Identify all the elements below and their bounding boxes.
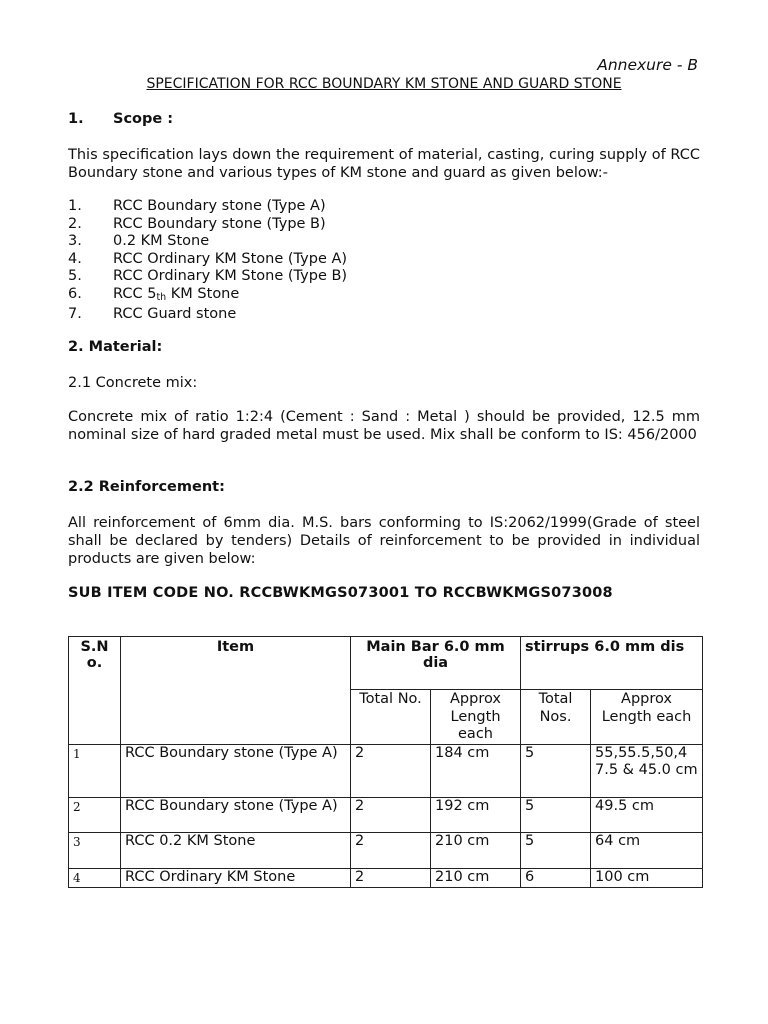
sub-item-code: SUB ITEM CODE NO. RCCBWKMGS073001 TO RCCBWKMGS073008 xyxy=(68,585,613,601)
cell-main-length: 184 cm xyxy=(431,744,521,797)
list-item xyxy=(68,306,700,324)
cell-item: RCC Boundary stone (Type A) xyxy=(121,744,351,797)
list-item xyxy=(68,216,700,234)
document-title: SPECIFICATION FOR RCC BOUNDARY KM STONE AND GUARD STONE xyxy=(146,76,622,92)
cell-main-total: 2 xyxy=(351,868,431,887)
list-text-post: KM Stone xyxy=(166,285,240,302)
cell-item: RCC 0.2 KM Stone xyxy=(121,832,351,868)
cell-stirrup-length: 49.5 cm xyxy=(591,797,703,832)
header-item: Item xyxy=(121,637,351,745)
table-row xyxy=(69,744,703,797)
cell-sno: 1 xyxy=(69,744,121,797)
annexure-label: Annexure - B xyxy=(597,56,698,74)
cell-stirrup-length: 100 cm xyxy=(591,868,703,887)
list-number: 7. xyxy=(68,306,82,322)
cell-stirrup-length: 64 cm xyxy=(591,832,703,868)
list-text: RCC Guard stone xyxy=(113,306,237,322)
table-row xyxy=(69,868,703,887)
cell-sno: 3 xyxy=(69,832,121,868)
list-number: 1. xyxy=(68,198,82,214)
list-number: 2. xyxy=(68,215,82,232)
list-number: 4. xyxy=(68,250,82,267)
scope-heading: Scope : xyxy=(113,111,174,127)
cell-stirrup-total: 5 xyxy=(521,744,591,797)
list-text xyxy=(113,286,239,307)
cell-stirrup-total: 5 xyxy=(521,797,591,832)
header-sno: S.N o. xyxy=(69,637,121,745)
cell-main-total: 2 xyxy=(351,744,431,797)
cell-stirrup-total: 6 xyxy=(521,868,591,887)
list-item xyxy=(68,233,700,251)
list-item xyxy=(68,251,700,269)
header-approx-length: Approx Length each xyxy=(591,690,703,745)
list-text: 0.2 KM Stone xyxy=(113,233,210,249)
list-text: RCC Boundary stone (Type A) xyxy=(113,198,326,214)
list-item xyxy=(68,268,700,286)
scope-number: 1. xyxy=(68,111,84,127)
cell-main-length: 210 cm xyxy=(431,868,521,887)
table-header-row xyxy=(69,637,703,690)
cell-sno: 2 xyxy=(69,797,121,832)
list-number: 3. xyxy=(68,233,82,249)
table-row xyxy=(69,832,703,868)
list-number: 5. xyxy=(68,268,82,284)
list-item xyxy=(68,198,700,216)
superscript-th: th xyxy=(156,291,167,303)
concrete-text: Concrete mix of ratio 1:2:4 (Cement : Sand : Metal ) should be provided, 12.5 mm nominal size of hard graded metal must be used. Mix shall be conform to IS: 456/2000 xyxy=(68,409,700,443)
list-number: 6. xyxy=(68,285,82,302)
cell-sno: 4 xyxy=(69,868,121,887)
cell-stirrup-total: 5 xyxy=(521,832,591,868)
cell-stirrup-length: 55,55.5,50,47.5 & 45.0 cm xyxy=(591,744,703,797)
cell-main-length: 192 cm xyxy=(431,797,521,832)
list-text: RCC Boundary stone (Type B) xyxy=(113,215,326,232)
reinforcement-text: All reinforcement of 6mm dia. M.S. bars conforming to IS:2062/1999(Grade of steel shall be declared by tenders) Details of reinforcement to be provided in individual products are given below: xyxy=(68,515,700,567)
list-item xyxy=(68,286,700,307)
header-main-bar: Main Bar 6.0 mm dia xyxy=(351,637,521,690)
header-total-no: Total No. xyxy=(351,690,431,745)
list-text-pre: RCC 5 xyxy=(113,285,157,302)
table-row xyxy=(69,797,703,832)
cell-main-length: 210 cm xyxy=(431,832,521,868)
cell-item: RCC Ordinary KM Stone xyxy=(121,868,351,887)
reinforcement-table xyxy=(68,636,703,888)
cell-main-total: 2 xyxy=(351,797,431,832)
cell-item: RCC Boundary stone (Type A) xyxy=(121,797,351,832)
cell-main-total: 2 xyxy=(351,832,431,868)
stone-type-list xyxy=(68,198,700,324)
material-heading: 2. Material: xyxy=(68,339,163,355)
header-approx-length: Approx Length each xyxy=(431,690,521,745)
reinforcement-heading: 2.2 Reinforcement: xyxy=(68,479,225,495)
scope-text: This specification lays down the requirement of material, casting, curing supply of RCC Boundary stone and various types of KM stone and guard as given below:- xyxy=(68,147,700,181)
list-text: RCC Ordinary KM Stone (Type A) xyxy=(113,250,348,267)
list-text: RCC Ordinary KM Stone (Type B) xyxy=(113,268,348,284)
header-stirrups: stirrups 6.0 mm dis xyxy=(521,637,703,690)
concrete-heading: 2.1 Concrete mix: xyxy=(68,375,198,391)
header-total-nos: Total Nos. xyxy=(521,690,591,745)
